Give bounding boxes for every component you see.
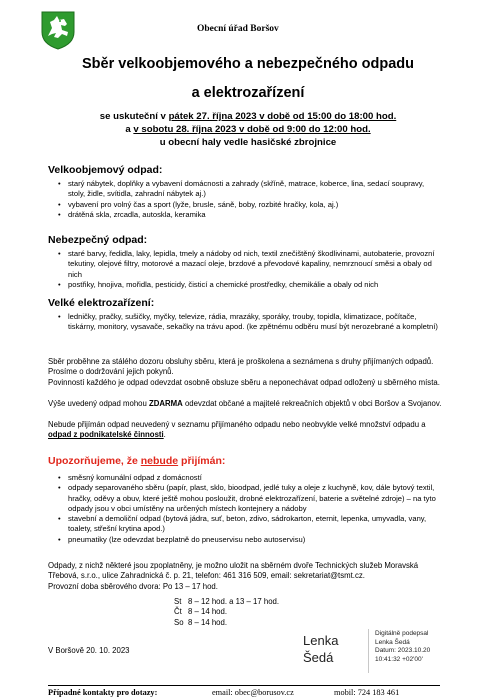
footer-contacts (48, 688, 400, 697)
info-paragraph: Povinností každého je odpad odevzdat osobně obsluze sběru a neponechávat odpad odložený u sběrného místa. (48, 378, 440, 387)
free-emphasis: ZDARMA (149, 399, 183, 408)
footer-email[interactable]: email: obec@borusov.cz (212, 688, 294, 697)
not-accepted-list (58, 473, 442, 545)
office-name: Obecní úřad Boršov (197, 24, 279, 34)
schedule-block (0, 110, 496, 149)
section-heading-bulky: Velkoobjemový odpad: (48, 164, 163, 176)
signature-name: Lenka Šedá (303, 633, 339, 665)
signature-divider (368, 629, 369, 673)
date-place: V Boršově 20. 10. 2023 (48, 646, 130, 655)
hours-row: Čt 8 – 14 hod. (174, 607, 228, 617)
page-title: Sběr velkoobjemového a nebezpečného odpadu (82, 56, 414, 72)
collection-yard-info: Odpady, z nichž některé jsou zpoplatněny, je možno uložit na sběrném dvoře Technických služeb Moravská Třebová, s.r.o., ulice Zahradnická č. p. 21, telefon: 461 316 509, email: sekretariat@tsmt.cz. Provozní doba sběrového dvora: Po 13 – 17 hod. (48, 561, 448, 592)
digital-signature: Digitálně podepsal Lenka Šedá Datum: 2023.10.20 10:41:32 +02'00' (375, 630, 431, 663)
hours-row: So 8 – 14 hod. (174, 617, 228, 627)
list-item: • drátěná skla, zrcadla, autoskla, keramika (58, 210, 438, 220)
list-item: • starý nábytek, doplňky a vybavení domácnosti a zahrady (skříně, matrace, koberce, lina, sedací soupravy, stoly, židle, svítidla, zahradní nábytek aj.) (58, 179, 438, 200)
section-heading-hazardous: Nebezpečný odpad: (48, 234, 148, 246)
schedule-day1: pátek 27. října 2023 v době od 15:00 do 18:00 hod. (168, 111, 397, 122)
opening-hours (174, 597, 279, 628)
schedule-place: u obecní haly vedle hasičské zbrojnice (159, 137, 337, 148)
business-waste-emphasis: odpad z podnikatelské činnosti (48, 430, 164, 440)
warning-heading: Upozorňujeme, že nebude přijímán: (48, 455, 226, 467)
info-paragraph: Sběr proběhne za stálého dozoru obsluhy sběru, která je proškolena a seznámena s druhy přijímaných odpadů. Prosíme o dodržování jejich pokynů. (48, 357, 434, 377)
footer-label: Případné kontakty pro dotazy: (48, 688, 158, 697)
schedule-and: a (125, 124, 131, 135)
schedule-day2: v sobotu 28. října 2023 v době od 9:00 do 12:00 hod. (133, 124, 371, 135)
info-paragraph: Výše uvedený odpad mohou ZDARMA odevzdat občané a majitelé rekreačních objektů v obci Boršov a Svojanov. (48, 399, 442, 408)
electro-list (58, 312, 438, 333)
footer-phone: mobil: 724 183 461 (334, 688, 400, 697)
list-item: • odpady separovaného sběru (papír, plast, sklo, bioodpad, jedlé tuky a oleje z kuchyně, kov, dále bytový textil, hračky, oděvy a obuv, které ještě mohou posloužit, drobné elektrozařízení, baterie a světelné zdroje) – na tyto odpady jsou v obci umístěny na určených místech kontejnery a nádoby (58, 483, 442, 514)
list-item: • stavební a demoliční odpad (bytová jádra, suť, beton, zdivo, sádrokarton, eternit, lepenka, umyvadla, vany, toalety, střešní krytina apod.) (58, 514, 442, 535)
list-item: • směsný komunální odpad z domácností (58, 473, 442, 483)
section-heading-electro: Velké elektrozařízení: (48, 297, 155, 309)
schedule-prefix: se uskuteční v (99, 111, 166, 122)
hazardous-list (58, 249, 438, 290)
bulky-list (58, 179, 438, 220)
list-item: • vybavení pro volný čas a sport (lyže, brusle, sáně, boby, rozbité hračky, kola, aj.) (58, 200, 438, 210)
list-item: • postřiky, hnojiva, mořidla, pesticidy, čisticí a chemické prostředky, chemikálie a obaly od nich (58, 280, 438, 290)
hours-row: St 8 – 12 hod. a 13 – 17 hod. (174, 597, 280, 606)
list-item: • pneumatiky (lze odevzdat bezplatně do pneuservisu nebo autoservisu) (58, 535, 442, 545)
footer-divider (48, 685, 440, 686)
municipal-crest-icon (40, 10, 76, 50)
page-subtitle: a elektrozařízení (191, 85, 305, 101)
list-item: • staré barvy, ředidla, laky, lepidla, tmely a nádoby od nich, textil znečištěný škodlivinami, autobaterie, provozní tekutiny, olejové filtry, motorové a mazací oleje, brzdové a převodové kapaliny, nemrznoucí směsi a obaly od nich (58, 249, 438, 280)
info-paragraph: Nebude přijímán odpad neuvedený v seznamu přijímaného odpadu nebo neobvykle velké množství odpadu a odpad z podnikatelské činnosti. (48, 420, 426, 440)
opening-hours-label: Provozní doba sběrového dvora: Po 13 – 17 hod. (48, 581, 218, 591)
list-item: • ledničky, pračky, sušičky, myčky, televize, rádia, mrazáky, sporáky, trouby, topidla, klimatizace, počítače, tiskárny, monitory, vysavače, sekačky na trávu apod. (ke zpětnému odběru musí být nerozebrané a kompletní) (58, 312, 438, 333)
